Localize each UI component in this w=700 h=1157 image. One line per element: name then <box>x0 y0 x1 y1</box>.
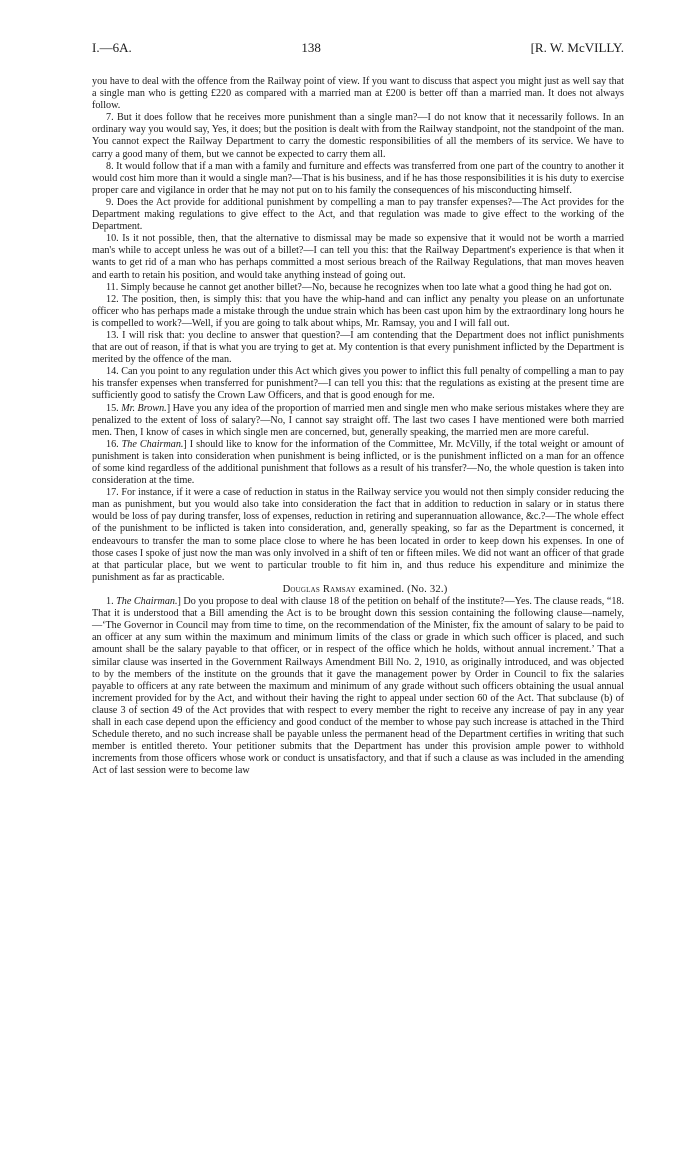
speaker: Mr. Brown. <box>121 402 167 414</box>
paragraph: 15. Mr. Brown.] Have you any idea of the proportion of married men and single men who make serious mistakes where they are penalized to the extent of loss of salary?—No, I cannot say straight off. The last two cases I have mentioned were both married men. Then, I know of cases in which single men are concerned, but, generally speaking, the married men are more careful. <box>92 402 624 438</box>
section-heading: Douglas Ramsay examined. (No. 32.) <box>282 583 448 595</box>
witness-name: [R. W. McVILLY. <box>530 40 624 55</box>
paragraph: 8. It would follow that if a man with a family and furniture and effects was transferred from one part of the country to another it would cost him more than it would a single man?—That is his business, and if he has those responsibilities it is his duty to exercise proper care and vigilance in order that he may not put on to his family the consequences of his misconducting himself. <box>92 160 624 196</box>
paragraph: you have to deal with the offence from the Railway point of view. If you want to discuss that aspect you might just as well say that a single man who is getting £220 as compared with a married man at £200 is better off than a married man. It does not always follow. <box>92 76 624 112</box>
paragraph: 13. I will risk that: you decline to answer that question?—I am contending that the Department does not inflict punishments that are out of reason, if that is what you are trying to get at. My contention is that every punishment inflicted by the Department is merited by the offence of the man. <box>92 329 624 366</box>
page-number: 138 <box>301 40 321 55</box>
paragraph: 11. Simply because he cannot get another billet?—No, because he recognizes when too late what a good thing he had got on. <box>106 281 612 293</box>
paragraph: 9. Does the Act provide for additional punishment by compelling a man to pay transfer expenses?—The Act provides for the Department making regulations to give effect to the Act, and that regulation was made to give effect to the working of the Department. <box>92 196 624 233</box>
speaker: The Chairman. <box>121 438 184 450</box>
report-code: I.—6A. <box>92 40 132 55</box>
paragraph: 10. Is it not possible, then, that the alternative to dismissal may be made so expensive that it would not be worth a married man's while to accept unless he was out of a billet?—I can tell you this: that the Railway Department's experience is that when it wants to get rid of a man who has perhaps committed a most serious breach of the Railway Regulations, that man moves heaven and earth to retain his position, and would take anything instead of going out. <box>92 233 624 281</box>
paragraph: 7. But it does follow that he receives more punishment than a single man?—I do not know that it necessarily follows. In an ordinary way you would say, Yes, it does; but the position is dealt with from the Railway standpoint, not the standpoint of the man. You cannot expect the Railway Department to carry the domestic responsibilities of all the members of its service. We have to carry a good many of them, but we cannot be expected to carry them all. <box>92 112 624 160</box>
paragraph: 14. Can you point to any regulation under this Act which gives you power to inflict this full penalty of compelling a man to pay his transfer expenses when transferred for punishment?—I can tell you this: that the regulations as existing at the present time are sufficiently good to satisfy the Crown Law Officers, and that is good enough for me. <box>92 366 624 402</box>
speaker: The Chairman. <box>116 596 178 608</box>
paragraph: 1. The Chairman.] Do you propose to deal with clause 18 of the petition on behalf of the institute?—Yes. The clause reads, “18. That it is understood that a Bill amending the Act is to be brought down this session containing the following clause—namely,—‘The Governor in Council may from time to time, on the recommendation of the Minister, fix the amount of salary to be paid to an officer at any sum within the maximum and minimum limits of the class or grade in which such officer is placed, and such amount shall be the salary payable to that officer, or in respect of the office which he holds, without annual increment.’ That a similar clause was inserted in the Government Railways Amendment Bill No. 2, 1910, as originally introduced, and was objected to by the members of the institute on the grounds that it gave the management power by Order in Council to fix the salaries payable to officers at any rate between the maximum and minimum of any grade without such officers obtaining the usual annual increment provided for by the Act, and without their having the right to appeal under section 60 of the Act. That subclause (b) of clause 3 of section 49 of the Act provides that with respect to every member the right to receive any increase of pay in any year shall in each case depend upon the efficiency and good conduct of the member to whose pay such increase is attached in the Third Schedule thereto, and no such increase shall be payable unless the permanent head of the Department certifies in writing that such member is entitled thereto. Your petitioner submits that the Department has under this provision ample power to withhold increments from those officers whose work or conduct is unsatisfactory, and that if such a clause as was included in the amending Act of last session were to become law <box>92 596 625 777</box>
paragraph: 16. The Chairman.] I should like to know for the information of the Committee, Mr. McVilly, if the total weight or amount of punishment is taken into consideration when punishment is being inflicted, or is the punishment inflicted on a man for an offence of some kind regardless of the additional punishment that follows as a result of his transfer?—No, the whole question is taken into consideration at the time. <box>92 438 624 487</box>
paragraph: 12. The position, then, is simply this: that you have the whip-hand and can inflict any penalty you please on an unfortunate officer who has perhaps made a mistake through the undue strain which has been cast upon him by the extraordinary long hours he is compelled to work?—Well, if you are going to talk about whips, Mr. Ramsay, you and I will fall out. <box>92 293 624 329</box>
body-text <box>92 76 624 777</box>
page-header <box>92 40 624 56</box>
paragraph: 17. For instance, if it were a case of reduction in status in the Railway service you would not then simply consider reducing the man as punishment, but you would also take into consideration the fact that in addition to reduction in salary or in status there would be loss of pay during transfer, loss of expenses, reduction in retiring and superannuation allowance, &c.?—The whole effect of the punishment to be inflicted is taken into consideration, and, generally speaking, so far as the Department is concerned, it endeavours to transfer the man to some place close to where he has been located in order to keep down his expenses. In one of those cases I spoke of just now the man was only involved in a shift of ten or fifteen miles. We did not want an officer of that grade at that particular place, but we went to particular trouble to fit him in, and thus reduce his expenditure and minimize the punishment as far as practicable. <box>92 487 624 583</box>
